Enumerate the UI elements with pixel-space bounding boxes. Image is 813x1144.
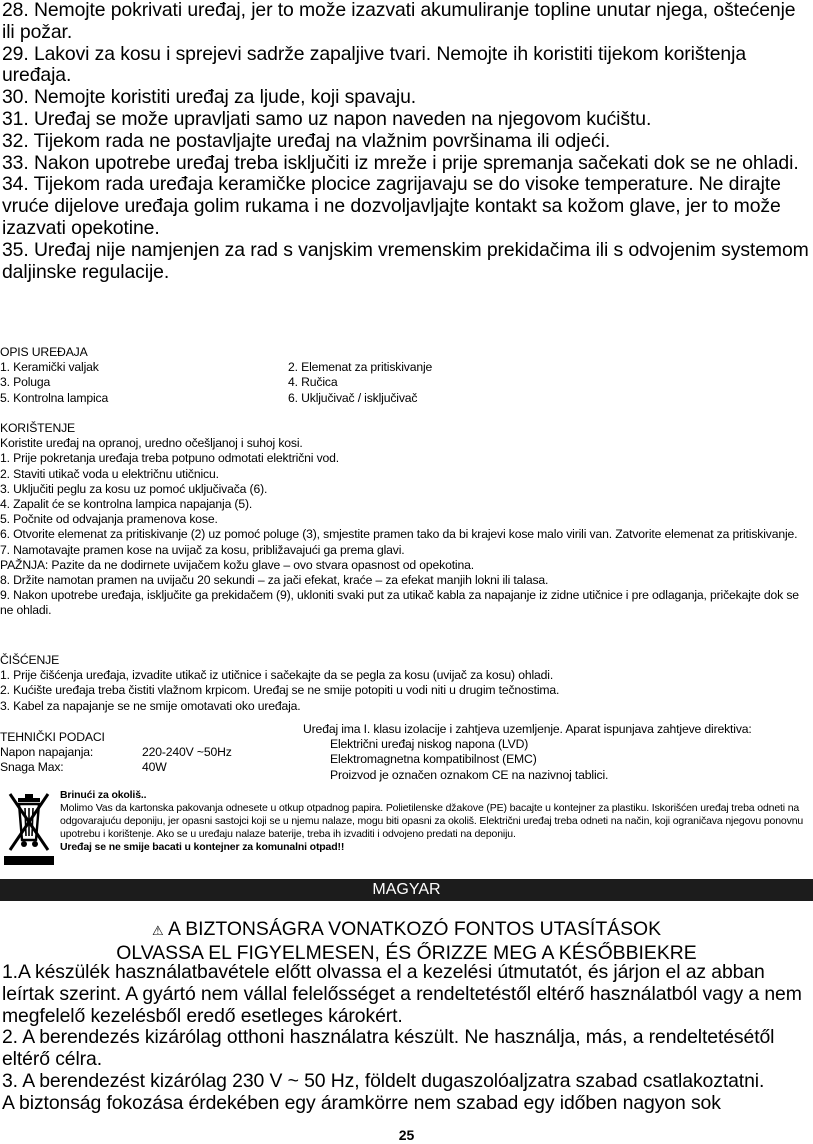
part-item: 2. Elemenat za pritiskivanje: [288, 360, 433, 375]
hu-item: 2. A berendezés kizárólag otthoni használatra készült. Ne használja, más, a rendeltetésétől eltérő célra.: [2, 1026, 775, 1071]
tech-row: [0, 745, 300, 760]
directive-item: Električni uređaj niskog napona (LVD): [330, 737, 529, 752]
tech-label: Napon napajanja:: [0, 745, 94, 760]
hu-heading-text: A BIZTONSÁGRA VONATKOZÓ FONTOS UTASÍTÁSOK: [167, 918, 662, 940]
part-item: 3. Poluga: [0, 375, 51, 390]
safety-item-35: 35. Uređaj nije namjenjen za rad s vanjskim vremenskim prekidačima ili s odvojenim systemom daljinske regulacije.: [2, 238, 809, 283]
usage-line: 4. Zapalit će se kontrolna lampica napajanja (5).: [0, 497, 253, 512]
tech-value: 220-240V ~50Hz: [142, 745, 232, 760]
usage-line: 3. Uključiti peglu za kosu uz pomoć uključivača (6).: [0, 481, 268, 496]
language-section-bar: MAGYAR: [0, 879, 813, 901]
safety-item-32: 32. Tijekom rada ne postavljajte uređaj na vlažnim površinama ili odjeći.: [2, 129, 611, 152]
section-title: TEHNIČKI PODACI: [0, 730, 105, 744]
directive-item: Proizvod je označen oznakom CE na nazivnoj tablici.: [330, 767, 609, 782]
environment-title: Brinući za okoliš..: [60, 789, 147, 801]
tech-row: [0, 760, 300, 775]
hu-safety-items: [2, 962, 810, 1115]
usage-line: 2. Staviti utikač voda u električnu utičnicu.: [0, 466, 219, 481]
safety-items-list: [2, 0, 810, 283]
crossed-bin-icon: [4, 788, 54, 866]
part-item: 6. Uključivač / isključivač: [288, 390, 418, 405]
usage-line: 7. Namotavajte pramen kose na uvijač za kosu, približavajući ga prema glavi.: [0, 542, 405, 557]
hu-heading-line-2: OLVASSA EL FIGYELMESEN, ÉS ŐRIZZE MEG A KÉSŐBBIEKRE: [116, 942, 697, 964]
technical-data: [0, 730, 300, 776]
warning-icon: ⚠: [151, 923, 164, 938]
usage-line: 9. Nakon upotrebe uređaja, isključite ga prekidačem (9), ukloniti svaki put za utikač kabla za napajanje iz zidne utičnice i pre odlaganja, pričekajte dok se ne ohladi.: [0, 588, 799, 618]
device-description: [0, 345, 812, 406]
usage-section: [0, 421, 812, 619]
section-title: ČIŠĆENJE: [0, 653, 60, 667]
usage-line: Koristite uređaj na opranoj, uredno očešljanoj i suhoj kosi.: [0, 436, 303, 451]
environment-warning: Uređaj se ne smije bacati u kontejner za komunalni otpad!!: [60, 840, 345, 853]
hu-item: 3. A berendezést kizárólag 230 V ~ 50 Hz, földelt dugaszolóaljzatra szabad csatlakoztatni.: [2, 1069, 765, 1092]
directive-item: Elektromagnetna kompatibilnost (EMC): [330, 752, 537, 767]
usage-line: 5. Počnite od odvajanja pramenova kose.: [0, 512, 218, 527]
hu-item: 1.A készülék használatbavétele előtt olvassa el a kezelési útmutatót, és járjon el az abban leírtak szerint. A gyártó nem vállal felelősséget a rendeltetéstől eltérő használatból vagy a nem megfelelő kezelésből eredő esetleges károkért.: [2, 961, 802, 1027]
usage-line: 8. Držite namotan pramen na uvijaču 20 sekundi – za jači efekat, kraće – za efekat manjih lokni ili talasa.: [0, 573, 549, 588]
environment-body: Molimo Vas da kartonska pakovanja odnesete u otkup otpadnog papira. Polietilenske džakove (PE) bacajte u kontejner za plastiku. Iskorišćen uređaj treba odneti na odgovarajuću deponiju, jer opasni sastojci koji se u njemu nalaze, mogu biti opasni za okoliš. Električni uređaj treba odneti na način, koji ograničava njegovu ponovnu upotrebu i korištenje. Ako se u uređaju nalaze baterije, treba ih izvaditi i odvojeno predati na deponiju.: [60, 801, 804, 840]
part-item: 4. Ručica: [288, 375, 338, 390]
safety-item-31: 31. Uređaj se može upravljati samo uz napon naveden na njegovom kućištu.: [2, 107, 652, 130]
part-item: 5. Kontrolna lampica: [0, 390, 109, 405]
parts-list: [0, 360, 812, 406]
safety-item-30: 30. Nemojte koristiti uređaj za ljude, koji spavaju.: [2, 86, 417, 109]
safety-item-33: 33. Nakon upotrebe uređaj treba isključiti iz mreže i prije spremanja sačekati dok se ne ohladi.: [2, 151, 799, 174]
safety-item-28: 28. Nemojte pokrivati uređaj, jer to može izazvati akumuliranje topline unutar njega, oštećenje ili požar.: [2, 0, 796, 43]
cleaning-line: 2. Kućište uređaja treba čistiti vlažnom krpicom. Uređaj se ne smije potopiti u vodi niti u drugim tečnostima.: [0, 683, 560, 698]
section-title: KORIŠTENJE: [0, 421, 76, 435]
cleaning-line: 1. Prije čišćenja uređaja, izvadite utikač iz utičnice i sačekajte da se pegla za kosu (uvijač za kosu) ohladi.: [0, 668, 554, 683]
tech-label: Snaga Max:: [0, 760, 64, 775]
directives-intro: Uređaj ima I. klasu izolacije i zahtjeva uzemljenje. Aparat ispunjava zahtjeve direktiva:: [303, 722, 752, 736]
tech-value: 40W: [142, 760, 167, 775]
part-item: 1. Keramički valjak: [0, 360, 99, 375]
hu-item: A biztonság fokozása érdekében egy áramkörre nem szabad egy időben nagyon sok: [2, 1091, 721, 1114]
section-title: OPIS UREĐAJA: [0, 345, 88, 359]
usage-line: PAŽNJA: Pazite da ne dodirnete uvijačem kožu glave – ovo stvara opasnost od opekotina.: [0, 557, 474, 572]
directives-block: [303, 722, 808, 783]
hu-heading-line-1: [0, 918, 813, 942]
usage-line: 1. Prije pokretanja uređaja treba potpuno odmotati električni vod.: [0, 451, 340, 466]
safety-item-29: 29. Lakovi za kosu i sprejevi sadrže zapaljive tvari. Nemojte ih koristiti tijekom korištenja uređaja.: [2, 42, 747, 87]
environment-notice: [60, 789, 810, 854]
page-number: 25: [398, 1127, 415, 1143]
cleaning-line: 3. Kabel za napajanje se ne smije omotavati oko uređaja.: [0, 698, 301, 713]
usage-line: 6. Otvorite elemenat za pritiskivanje (2) uz pomoć poluge (3), smjestite pramen tako da bi krajevi kose malo virili van. Zatvorite elemenat za pritiskivanje.: [0, 527, 798, 542]
safety-item-34: 34. Tijekom rada uređaja keramičke plocice zagrijavaju se do visoke temperature. Ne dirajte vruće dijelove uređaja golim rukama i ne dozvoljavljajte kontakt sa kožom glave, jer to može izazvati opekotine.: [2, 173, 781, 239]
hu-safety-heading: [0, 918, 813, 964]
cleaning-section: [0, 653, 812, 714]
